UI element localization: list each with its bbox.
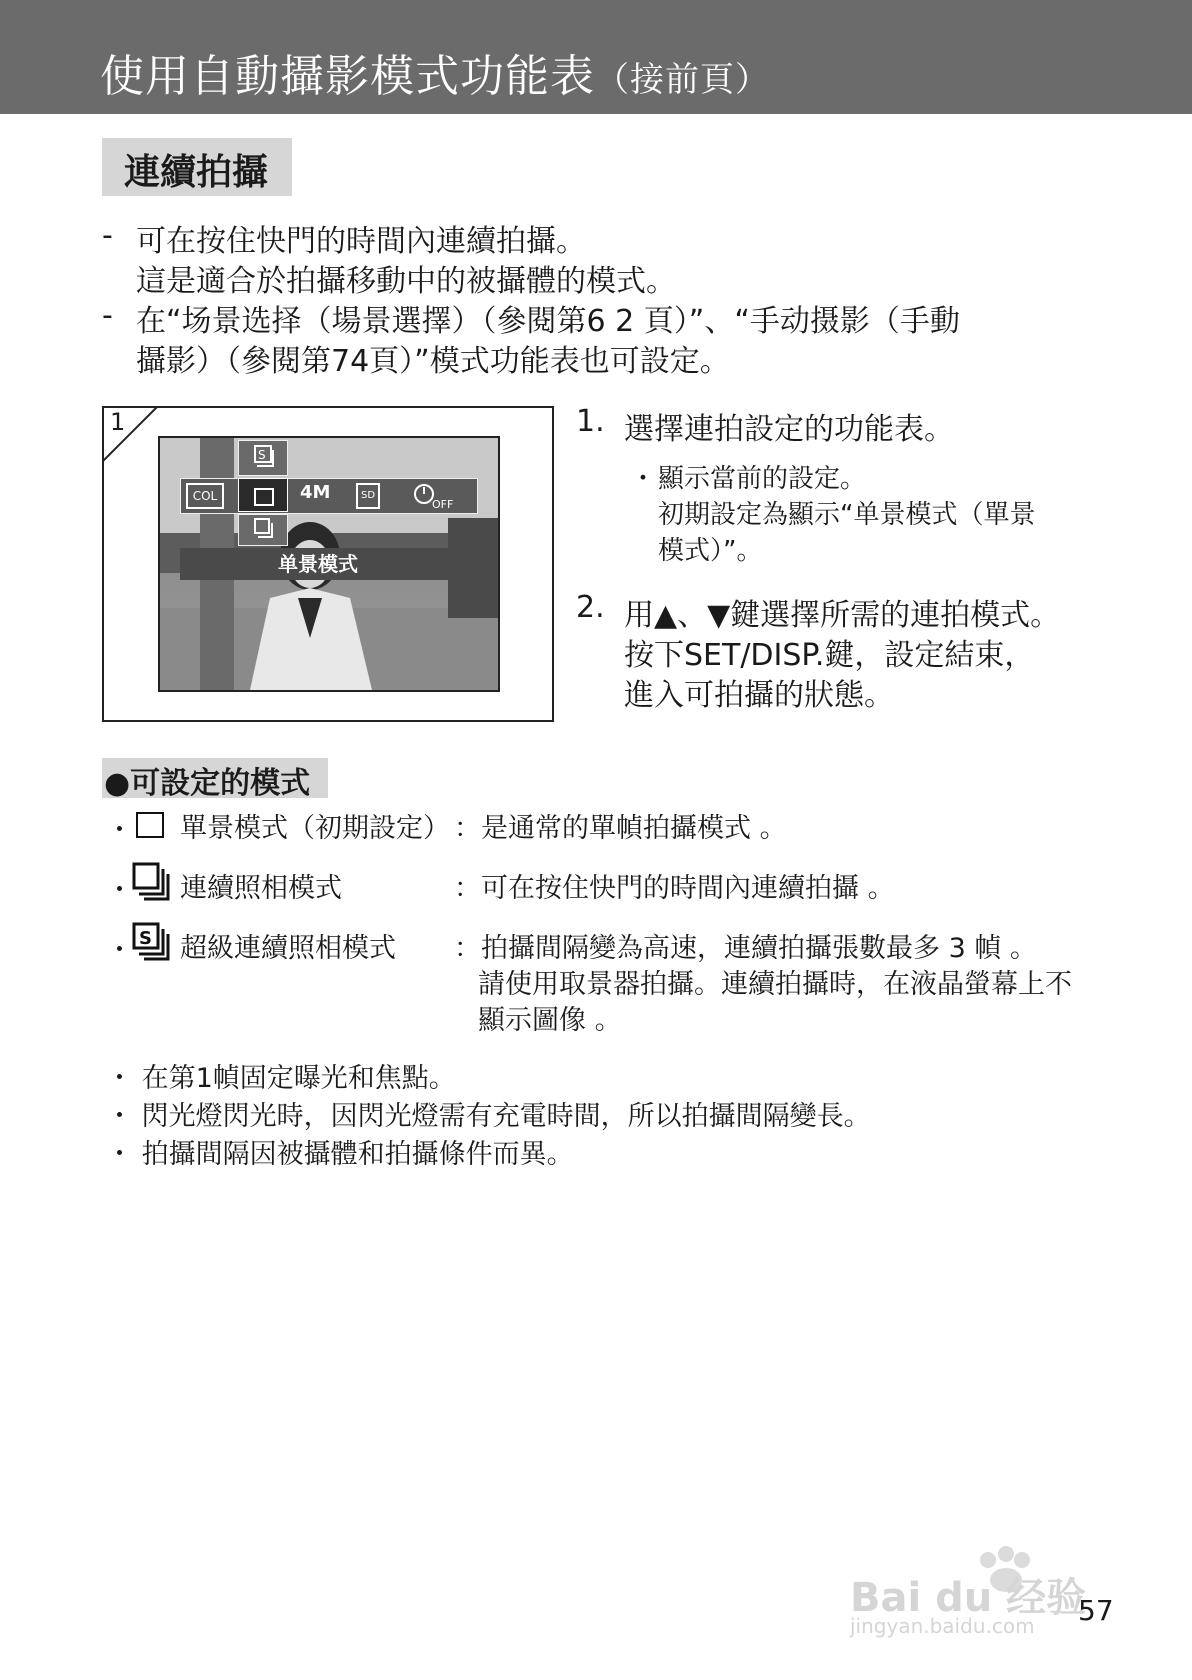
step-2-line-1: 用▲、▼鍵選擇所需的連拍模式。 — [624, 598, 1061, 633]
camera-lcd-screen — [158, 436, 500, 692]
step-1-note-1: 顯示當前的設定。 — [658, 464, 867, 494]
burst-menu-selected[interactable] — [238, 478, 288, 512]
watermark-url: jingyan.baidu.com — [850, 1614, 1035, 1638]
resolution-icon[interactable]: 4M — [300, 482, 331, 503]
super-burst-icon — [132, 922, 172, 962]
intro-dash-2: - — [102, 298, 113, 333]
sd-card-icon[interactable]: SD — [356, 483, 380, 509]
mode-2-bullet: ・ — [106, 875, 133, 906]
intro-line-3: 在“场景选择（場景選擇）（參閱第6 2 頁）”、“手动摄影（手動 — [136, 304, 960, 339]
step-1-text: 選擇連拍設定的功能表。 — [624, 412, 954, 447]
modes-heading: ●可設定的模式 — [104, 766, 311, 801]
section-title: 連續拍攝 — [124, 152, 269, 193]
step-1-number: 1. — [576, 404, 605, 439]
mode-label-bar: 单景模式 — [180, 548, 456, 580]
mode-1-desc: ：是通常的單幀拍攝模式 。 — [454, 813, 787, 844]
step-2-line-2: 按下SET/DISP.鍵，設定結束， — [624, 638, 1035, 673]
note-2: ・ 閃光燈閃光時，因閃光燈需有充電時間，所以拍攝間隔變長。 — [106, 1101, 871, 1132]
intro-dash-1: - — [102, 218, 113, 253]
figure-number: 1 — [110, 408, 126, 436]
mode-1-bullet: ・ — [106, 815, 133, 846]
step-1-note-2: 初期設定為顯示“单景模式（單景 — [658, 500, 1036, 530]
burst-option[interactable] — [238, 514, 288, 546]
intro-line-4: 攝影）（參閱第74頁）”模式功能表也可設定。 — [136, 344, 730, 379]
step-1-note-3: 模式）”。 — [658, 536, 763, 566]
mode-3-name: 超級連續照相模式 — [180, 933, 396, 964]
mode-2-desc: ：可在按住快門的時間內連續拍攝 。 — [454, 873, 895, 904]
mode-3-bullet: ・ — [106, 935, 133, 966]
mode-2-name: 連續照相模式 — [180, 873, 342, 904]
single-frame-icon — [136, 812, 164, 838]
mode-1-name: 單景模式（初期設定） — [180, 813, 450, 844]
page-subtitle: （接前頁） — [595, 60, 770, 100]
note-3: ・ 拍攝間隔因被攝體和拍攝條件而異。 — [106, 1139, 574, 1170]
step-2-number: 2. — [576, 590, 605, 625]
note-1: ・ 在第1幀固定曝光和焦點。 — [106, 1063, 456, 1094]
mode-3-desc-3: 顯示圖像 。 — [478, 1005, 622, 1036]
burst-icon — [239, 515, 287, 545]
svg-text:S: S — [258, 448, 266, 462]
page-title-text: 使用自動攝影模式功能表 — [100, 51, 595, 102]
page-number: 57 — [1078, 1594, 1114, 1627]
svg-text:OFF: OFF — [432, 498, 454, 511]
super-burst-option[interactable] — [238, 440, 288, 476]
color-mode-icon[interactable]: COL — [186, 483, 224, 509]
burst-icon — [132, 862, 172, 902]
intro-line-1: 可在按住快門的時間內連續拍攝。 — [136, 224, 586, 259]
watermark-text: Bai du 经验 — [850, 1575, 1087, 1621]
page-title — [100, 40, 770, 104]
svg-text:S: S — [139, 928, 152, 949]
step-2-line-3: 進入可拍攝的狀態。 — [624, 678, 894, 713]
step-1-bullet: ・ — [630, 464, 657, 494]
self-timer-off-icon[interactable] — [406, 478, 456, 512]
intro-line-2: 這是適合於拍攝移動中的被攝體的模式。 — [136, 264, 676, 299]
super-burst-icon — [239, 441, 287, 475]
mode-3-desc-2: 請使用取景器拍攝。連續拍攝時，在液晶螢幕上不 — [478, 969, 1072, 1000]
mode-3-desc-1: ：拍攝間隔變為高速，連續拍攝張數最多 3 幀 。 — [454, 933, 1037, 964]
single-frame-icon — [254, 488, 274, 506]
